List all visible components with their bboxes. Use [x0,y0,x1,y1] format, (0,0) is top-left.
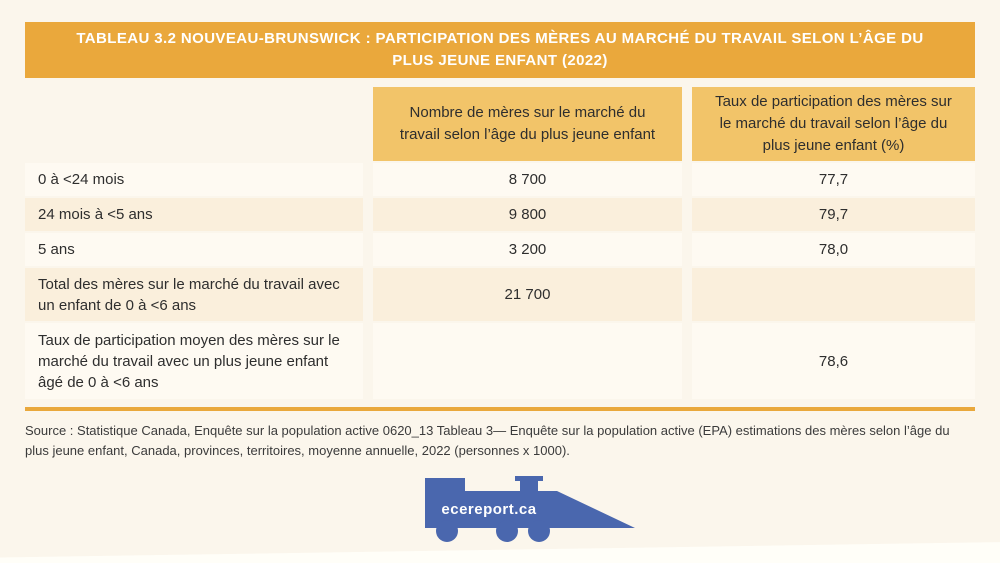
background-accent [0,541,1000,563]
cell-taux: 78,6 [692,323,975,399]
cell-taux: 79,7 [692,198,975,231]
header-spacer [25,87,363,161]
row-label: Total des mères sur le marché du travail avec un enfant de 0 à <6 ans [25,268,363,321]
cell-nombre: 3 200 [373,233,682,266]
ecereport-train-logo [425,476,635,544]
logo-text: ecereport.ca [441,501,537,518]
row-label: 0 à <24 mois [25,163,363,196]
cell-taux: 77,7 [692,163,975,196]
table-title-banner [25,22,975,78]
cell-taux: 78,0 [692,233,975,266]
cell-taux [692,268,975,321]
cell-nombre: 8 700 [373,163,682,196]
cell-nombre [373,323,682,399]
row-label: 24 mois à <5 ans [25,198,363,231]
row-label: 5 ans [25,233,363,266]
source-note: Source : Statistique Canada, Enquête sur la population active 0620_13 Tableau 3— Enquête sur la population active (EPA) estimations des mères selon l’âge du plus jeune enfant, Canada, provinces, territoires, moyenne annuelle, 2022 (personnes x 1000). [25,423,950,459]
column-header-taux: Taux de participation des mères sur le marché du travail selon l’âge du plus jeune enfant (%) [692,87,975,161]
row-label: Taux de participation moyen des mères sur le marché du travail avec un plus jeune enfant âgé de 0 à <6 ans [25,323,363,399]
cell-nombre: 21 700 [373,268,682,321]
column-header-nombre: Nombre de mères sur le marché du travail selon l’âge du plus jeune enfant [373,87,682,161]
cell-nombre: 9 800 [373,198,682,231]
table-title: TABLEAU 3.2 NOUVEAU-BRUNSWICK : PARTICIPATION DES MÈRES AU MARCHÉ DU TRAVAIL SELON L’ÂGE DU PLUS JEUNE ENFANT (2022) [76,29,924,69]
footer-divider [25,407,975,411]
data-table [25,87,975,399]
